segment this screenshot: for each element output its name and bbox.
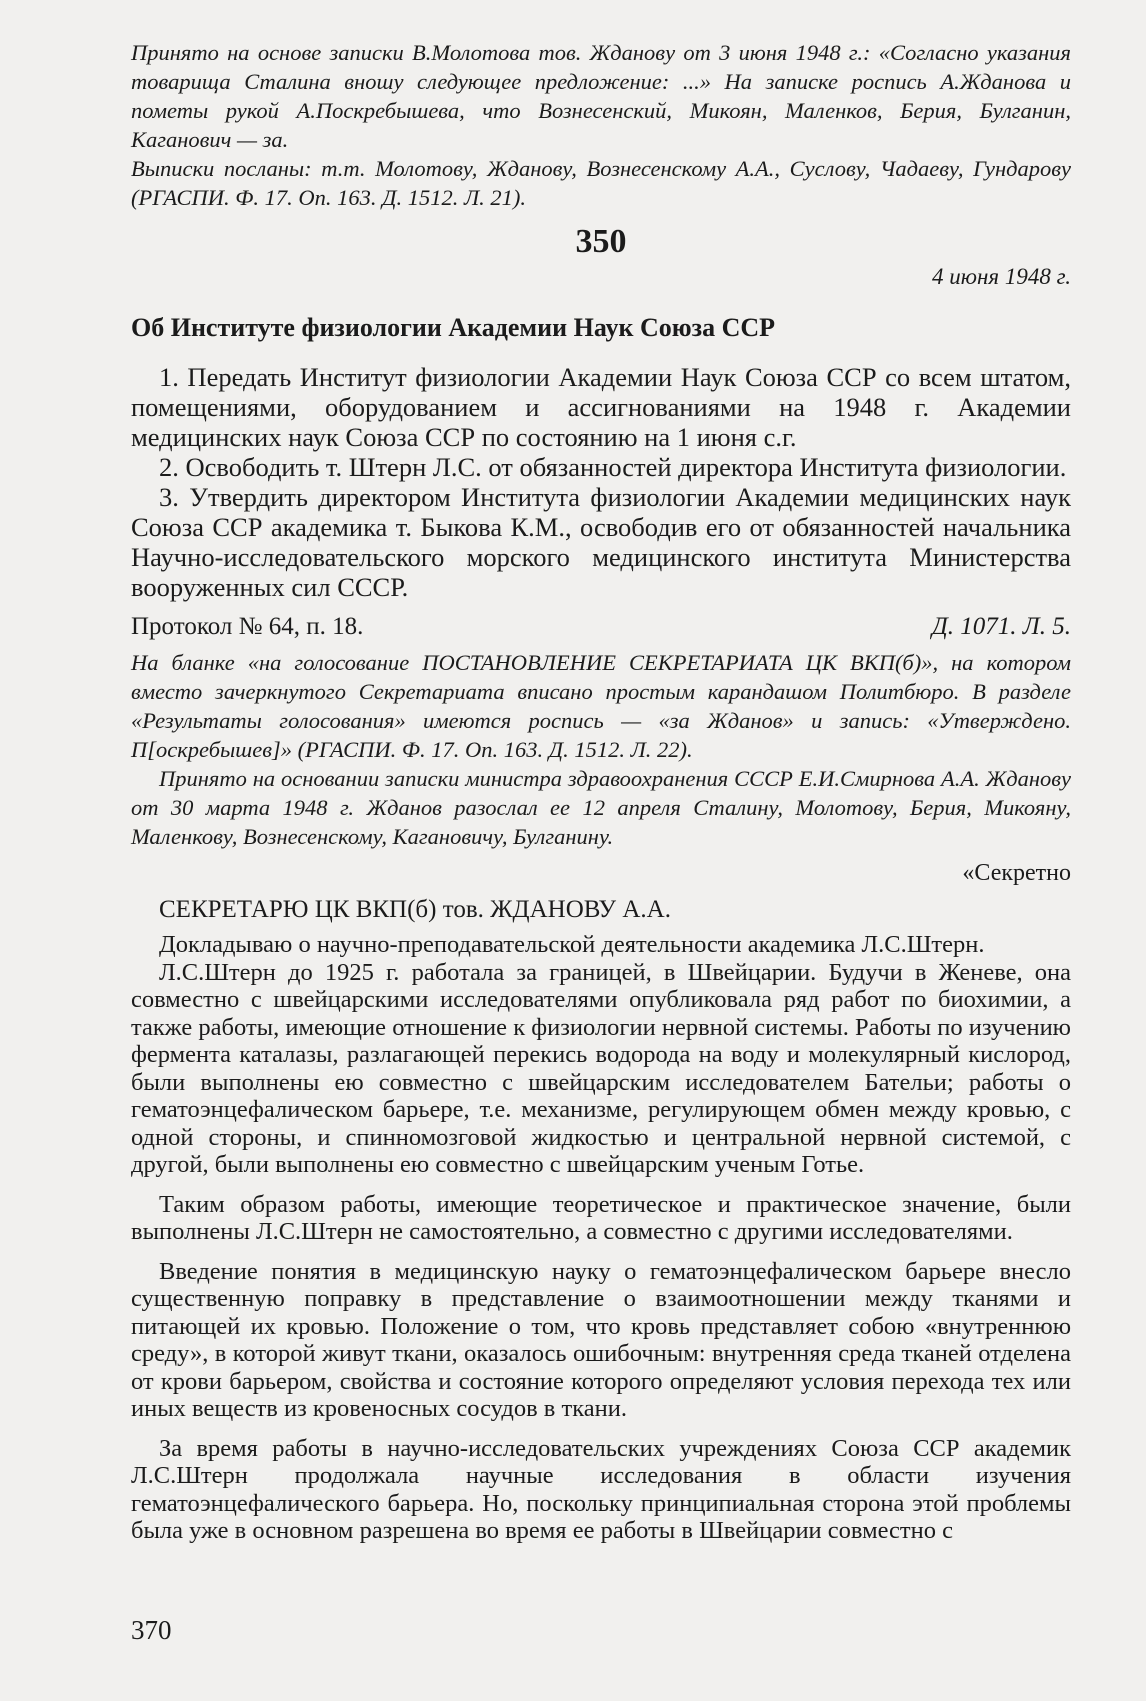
decree-point: 1. Передать Институт физиологии Академии Наук Союза ССР со всем штатом, помещениями, оборудованием и ассигнованиями на 1948 г. Академии медицинских наук Союза ССР по состоянию на 1 июня с.г. (131, 362, 1071, 452)
note-paragraph: На бланке «на голосование ПОСТАНОВЛЕНИЕ СЕКРЕТАРИАТА ЦК ВКП(б)», на котором вместо зачеркнутого Секретариата вписано простым карандашом Политбюро. В разделе «Результаты голосования» имеются роспись — «за Жданов» и запись: «Утверждено. П[оскребышев]» (РГАСПИ. Ф. 17. Оп. 163. Д. 1512. Л. 22). (131, 650, 1071, 762)
document-title: Об Институте физиологии Академии Наук Союза ССР (131, 313, 776, 342)
letter-paragraph: За время работы в научно-исследовательских учреждениях Союза ССР академик Л.С.Штерн продолжала научные исследования в области изучения гематоэнцефалического барьера. Но, поскольку принципиальная сторона этой проблемы была уже в основном разрешена во время ее работы в Швейцарии совместно с (131, 1434, 1071, 1544)
document-date: 4 июня 1948 г. (932, 264, 1071, 289)
letter-paragraph: Л.С.Штерн до 1925 г. работала за границей, в Швейцарии. Будучи в Женеве, она совместно с швейцарскими исследователями опубликовала ряд работ по биохимии, а также работы, имеющие отношение к физиологии нервной системы. Работы по изучению фермента каталазы, разлагающей перекись водорода на воду и молекулярный кислород, были выполнены ею совместно с швейцарским исследователем Бательи; работы о гематоэнцефалическом барьере, т.е. механизме, регулирующем обмен между кровью, с одной стороны, и спинномозговой жидкостью и центральной нервной системой, с другой, были выполнены ею совместно с швейцарским ученым Готье. (131, 958, 1071, 1178)
archival-note (131, 648, 1071, 851)
note-paragraph: Принято на основании записки министра здравоохранения СССР Е.И.Смирнова А.А. Жданову от 30 марта 1948 г. Жданов разослал ее 12 апреля Сталину, Молотову, Берия, Микояну, Маленкову, Вознесенскому, Кагановичу, Булганину. (131, 766, 1071, 849)
intro-note (131, 38, 1071, 212)
letter-body (131, 931, 1071, 1545)
decree-point: 2. Освободить т. Штерн Л.С. от обязанностей директора Института физиологии. (159, 452, 1067, 482)
protocol-line (131, 610, 1071, 644)
letter-paragraph: Докладываю о научно-преподавательской деятельности академика Л.С.Штерн. (159, 931, 985, 958)
decree-point: 3. Утвердить директором Института физиологии Академии медицинских наук Союза ССР академика т. Быкова К.М., освободив его от обязанностей начальника Научно-исследовательского морского медицинского института Министерства вооруженных сил СССР. (131, 482, 1071, 602)
protocol-number: Протокол № 64, п. 18. (131, 613, 364, 640)
intro-paragraph: Принято на основе записки В.Молотова тов. Жданову от 3 июня 1948 г.: «Согласно указания товарища Сталина вношу следующее предложение: ...» На записке роспись А.Жданова и пометы рукой А.Поскребышева, что Вознесенский, Микоян, Маленков, Берия, Булганин, Каганович — за. (131, 40, 1071, 152)
document-number: 350 (575, 223, 627, 260)
intro-paragraph: Выписки посланы: т.т. Молотову, Жданову, Вознесенскому А.А., Суслову, Чадаеву, Гундарову (РГАСПИ. Ф. 17. Оп. 163. Д. 1512. Л. 21). (131, 156, 1071, 210)
letter-paragraph: Введение понятия в медицинскую науку о гематоэнцефалическом барьере внесло существенную поправку в представление о взаимоотношении между тканями и питающей их кровью. Положение о том, что кровь представляет собою «внутреннюю среду», в которой живут ткани, оказалось ошибочным: внутренняя среда тканей отделена от крови барьером, свойства и состояние которого определяют условия перехода тех или иных веществ из кровеносных сосудов в ткани. (131, 1257, 1071, 1422)
archive-reference: Д. 1071. Л. 5. (931, 613, 1071, 640)
page-number: 370 (131, 1615, 172, 1645)
document-page (131, 38, 1071, 1545)
secret-marking: «Секретно (962, 860, 1071, 886)
letter-addressee: СЕКРЕТАРЮ ЦК ВКП(б) тов. ЖДАНОВУ А.А. (159, 896, 671, 923)
decree-points (131, 362, 1071, 602)
letter-paragraph: Таким образом работы, имеющие теоретическое и практическое значение, были выполнены Л.С.Штерн не самостоятельно, а совместно с другими исследователями. (131, 1190, 1071, 1245)
